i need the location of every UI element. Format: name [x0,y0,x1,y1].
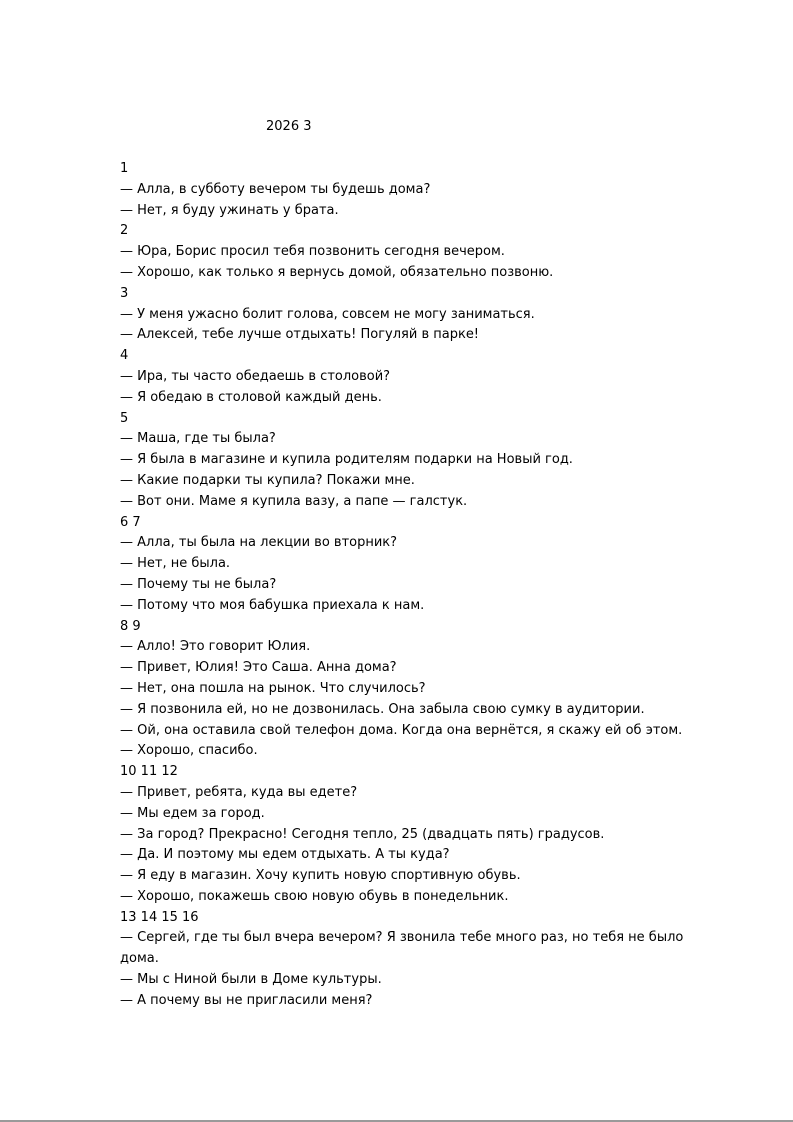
dialogue-line: — Да. И поэтому мы едем отдыхать. А ты куда? [120,847,450,863]
document-title: 2026 3 [266,119,312,134]
dialogue-line: — Хорошо, спасибо. [120,743,258,759]
dialogue-line: — Мы с Ниной были в Доме культуры. [120,972,382,988]
dialogue-line: — Алла, в субботу вечером ты будешь дома? [120,181,431,197]
section-number: 3 [120,285,129,301]
section-number: 5 [120,410,129,426]
dialogue-line: — Хорошо, покажешь свою новую обувь в понедельник. [120,888,509,904]
section-number: 6 7 [120,514,141,530]
dialogue-line: — Ира, ты часто обедаешь в столовой? [120,368,391,384]
dialogue-line: — Хорошо, как только я вернусь домой, обязательно позвоню. [120,264,554,280]
dialogue-line: — Привет, Юлия! Это Саша. Анна дома? [120,660,397,676]
dialogue-line: — Алло! Это говорит Юлия. [120,639,311,655]
dialogue-line: — Я была в магазине и купила родителям подарки на Новый год. [120,452,573,468]
dialogue-line: — Алексей, тебе лучше отдыхать! Погуляй в парке! [120,327,480,343]
dialogue-line: — Мы едем за город. [120,805,265,821]
dialogue-line: — Маша, где ты была? [120,431,276,447]
dialogue-line: — Вот они. Маме я купила вазу, а папе — галстук. [120,493,468,509]
section-number: 1 [120,161,129,176]
dialogue-line: — У меня ужасно болит голова, совсем не могу заниматься. [120,306,535,322]
dialogue-line: — Ой, она оставила свой телефон дома. Когда она вернётся, я скажу ей об этом. [120,722,683,738]
section-number: 4 [120,348,129,364]
dialogue-line: — Нет, она пошла на рынок. Что случилось? [120,680,426,696]
dialogue-line: — Я еду в магазин. Хочу купить новую спортивную обувь. [120,868,521,884]
dialogue-line: — Потому что моя бабушка приехала к нам. [120,597,425,613]
section-number: 10 11 12 [120,764,178,780]
dialogue-line: — Юра, Борис просил тебя позвонить сегодня вечером. [120,244,505,260]
dialogue-line: — Какие подарки ты купила? Покажи мне. [120,472,415,488]
dialogue-line: — За город? Прекрасно! Сегодня тепло, 25 (двадцать пять) градусов. [120,826,605,842]
dialogue-line: — Привет, ребята, куда вы едете? [120,784,358,800]
dialogue-line: — А почему вы не пригласили меня? [120,992,373,1008]
dialogue-line: — Сергей, где ты был вчера вечером? Я звонила тебе много раз, но тебя не было дома. [120,930,684,967]
dialogue-line: — Нет, я буду ужинать у брата. [120,202,339,218]
dialogue-line: — Я обедаю в столовой каждый день. [120,389,382,405]
dialogue-line: — Я позвонила ей, но не дозвонилась. Она забыла свою сумку в аудитории. [120,701,645,717]
document-body [120,159,685,1012]
section-number: 8 9 [120,618,141,634]
dialogue-line: — Нет, не была. [120,556,231,572]
dialogue-line: — Почему ты не была? [120,576,277,592]
section-number: 2 [120,223,129,239]
section-number: 13 14 15 16 [120,909,199,925]
dialogue-line: — Алла, ты была на лекции во вторник? [120,535,398,551]
